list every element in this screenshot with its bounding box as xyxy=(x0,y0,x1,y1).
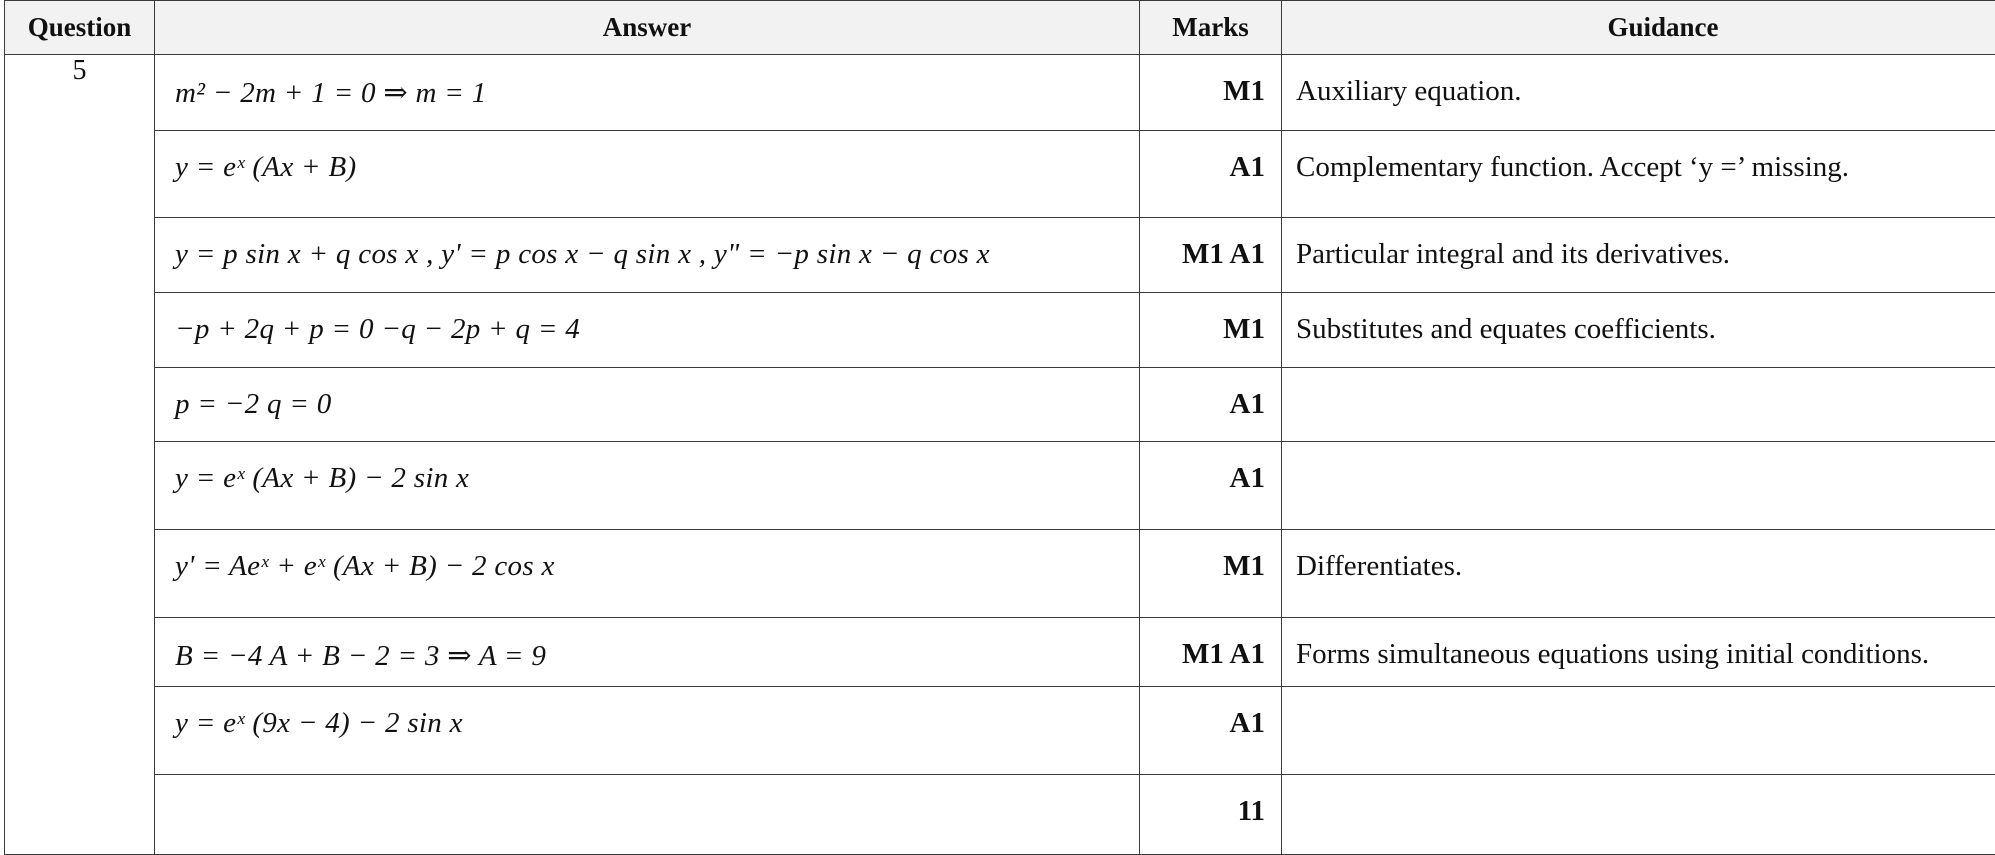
table-row xyxy=(5,55,1995,131)
marks-cell xyxy=(1140,687,1282,775)
marks-cell xyxy=(1140,442,1282,530)
question-number: 5 xyxy=(5,55,155,855)
table-row xyxy=(5,775,1995,855)
header-answer: Answer xyxy=(155,1,1140,55)
table-row xyxy=(5,442,1995,530)
mark-scheme-table xyxy=(4,0,1995,855)
guidance-cell xyxy=(1282,293,1995,368)
marks-cell xyxy=(1140,775,1282,855)
guidance-text: Differentiates. xyxy=(1296,550,1462,583)
table-row xyxy=(5,131,1995,218)
answer-cell xyxy=(155,218,1140,293)
marks-text: A1 xyxy=(1230,462,1265,495)
guidance-text: Substitutes and equates coefficients. xyxy=(1296,313,1716,346)
answer-text: y = p sin x + q cos x , y' = p cos x − q sin x , y" = −p sin x − q cos x xyxy=(175,238,990,271)
answer-text: B = −4 A + B − 2 = 3 ⇒ A = 9 xyxy=(175,638,546,673)
guidance-cell xyxy=(1282,218,1995,293)
header-marks: Marks xyxy=(1140,1,1282,55)
answer-cell xyxy=(155,687,1140,775)
marks-text: M1 xyxy=(1223,313,1265,346)
marks-cell xyxy=(1140,293,1282,368)
answer-cell xyxy=(155,55,1140,131)
marks-text: M1 xyxy=(1223,550,1265,583)
guidance-cell xyxy=(1282,55,1995,131)
answer-cell xyxy=(155,775,1140,855)
marks-cell xyxy=(1140,131,1282,218)
guidance-text: Auxiliary equation. xyxy=(1296,75,1522,108)
header-row xyxy=(5,1,1995,55)
guidance-text: Particular integral and its derivatives. xyxy=(1296,238,1730,271)
guidance-cell xyxy=(1282,530,1995,618)
table-row xyxy=(5,218,1995,293)
answer-cell xyxy=(155,442,1140,530)
guidance-cell xyxy=(1282,131,1995,218)
marks-text: A1 xyxy=(1230,388,1265,421)
answer-cell xyxy=(155,131,1140,218)
table-row xyxy=(5,618,1995,687)
marks-cell xyxy=(1140,55,1282,131)
marks-text: A1 xyxy=(1230,151,1265,184)
marks-cell xyxy=(1140,530,1282,618)
table-row xyxy=(5,293,1995,368)
answer-cell xyxy=(155,293,1140,368)
header-guidance: Guidance xyxy=(1282,1,1995,55)
answer-text: y = eˣ (9x − 4) − 2 sin x xyxy=(175,707,463,740)
marks-cell xyxy=(1140,218,1282,293)
marks-cell xyxy=(1140,618,1282,687)
total-marks: 11 xyxy=(1238,795,1265,828)
guidance-text: Forms simultaneous equations using initial conditions. xyxy=(1296,638,1929,671)
header-question: Question xyxy=(5,1,155,55)
answer-text: p = −2 q = 0 xyxy=(175,388,332,421)
guidance-cell xyxy=(1282,618,1995,687)
marks-cell xyxy=(1140,368,1282,442)
table-row xyxy=(5,687,1995,775)
answer-text: y = eˣ (Ax + B) − 2 sin x xyxy=(175,462,469,495)
guidance-text: Complementary function. Accept ‘y =’ missing. xyxy=(1296,151,1849,184)
guidance-cell xyxy=(1282,442,1995,530)
guidance-cell xyxy=(1282,687,1995,775)
answer-text: y' = Aeˣ + eˣ (Ax + B) − 2 cos x xyxy=(175,550,555,583)
answer-text: m² − 2m + 1 = 0 ⇒ m = 1 xyxy=(175,75,487,110)
table-row xyxy=(5,530,1995,618)
table-row xyxy=(5,368,1995,442)
marks-text: M1 A1 xyxy=(1182,638,1265,671)
answer-cell xyxy=(155,530,1140,618)
answer-text: y = eˣ (Ax + B) xyxy=(175,151,356,184)
guidance-cell xyxy=(1282,368,1995,442)
answer-text: −p + 2q + p = 0 −q − 2p + q = 4 xyxy=(175,313,580,346)
marks-text: M1 A1 xyxy=(1182,238,1265,271)
marks-text: A1 xyxy=(1230,707,1265,740)
answer-cell xyxy=(155,618,1140,687)
answer-cell xyxy=(155,368,1140,442)
guidance-cell xyxy=(1282,775,1995,855)
marks-text: M1 xyxy=(1223,75,1265,108)
